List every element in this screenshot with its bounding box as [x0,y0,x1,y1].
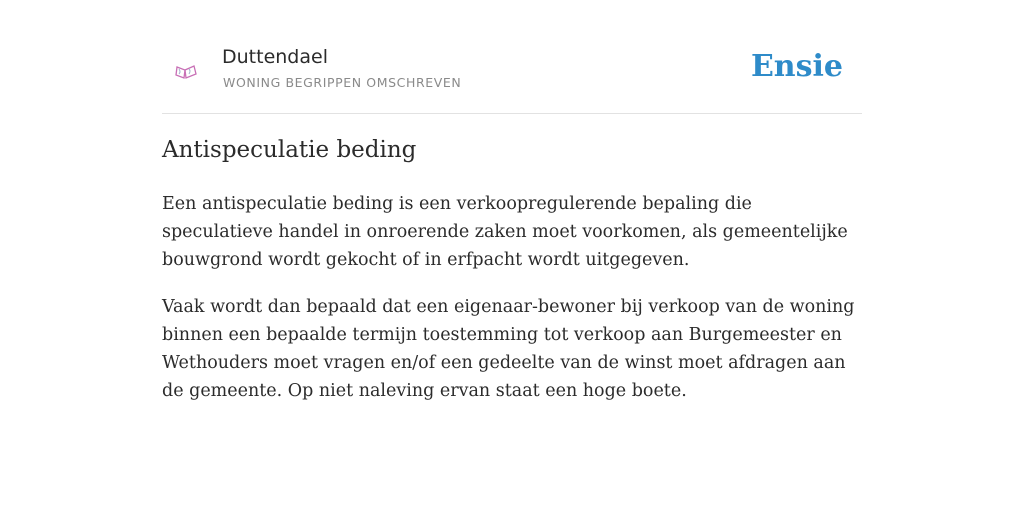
definition-paragraph: Een antispeculatie beding is een verkoopregulerende bepaling die speculatieve handel in onroerende zaken moet voorkomen, als gemeentelijke bouwgrond wordt gekocht of in erfpacht wordt uitgegeven. [162,194,848,270]
author-subtitle: WONING BEGRIPPEN OMSCHREVEN [223,75,462,90]
author-name[interactable]: Duttendael [222,46,328,68]
definition-body [162,190,862,424]
definition-card [162,0,862,512]
brand-logo[interactable]: Ensie [750,49,843,84]
duttendael-logo-icon[interactable] [172,58,200,86]
card-header [162,0,862,114]
definition-paragraph: Vaak wordt dan bepaald dat een eigenaar-bewoner bij verkoop van de woning binnen een bepaalde termijn toestemming tot verkoop aan Burgemeester en Wethouders moet vragen en/of een gedeelte van de winst moet afdragen aan de gemeente. Op niet naleving ervan staat een hoge boete. [162,297,855,401]
page-title: Antispeculatie beding [162,137,417,163]
